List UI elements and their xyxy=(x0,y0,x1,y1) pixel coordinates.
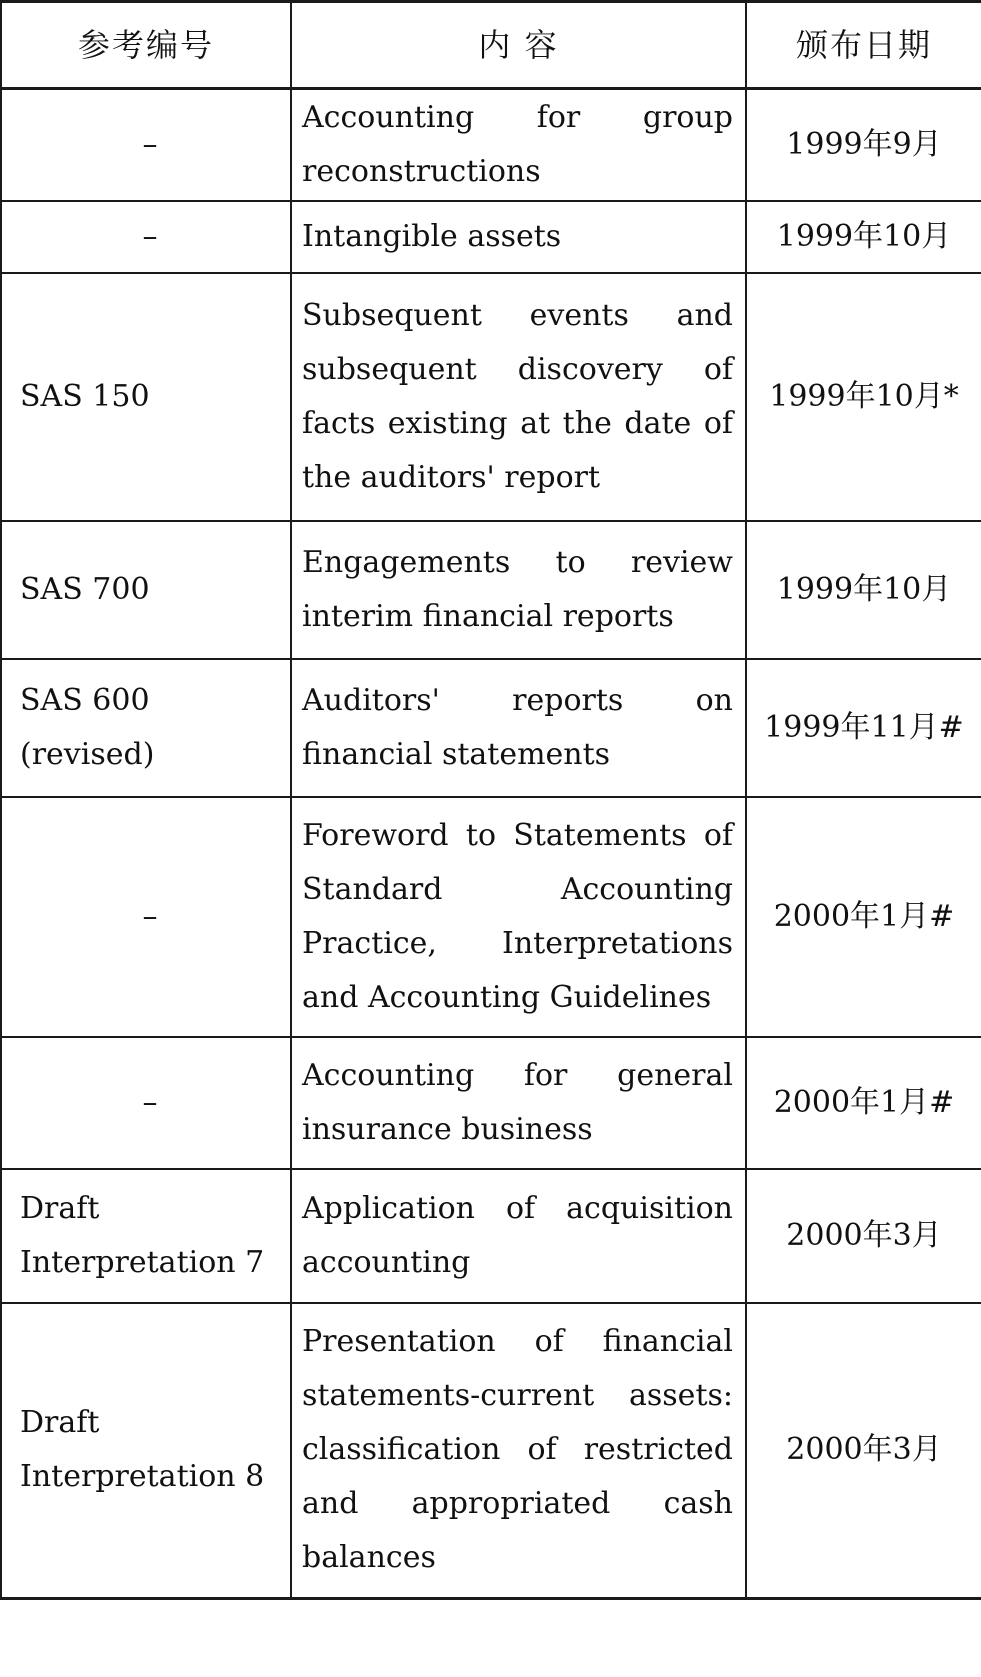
table-row xyxy=(1,659,981,797)
table-row xyxy=(1,201,981,273)
date-cell: 1999年10月* xyxy=(746,273,981,521)
date-cell: 2000年3月 xyxy=(746,1303,981,1599)
date-cell: 1999年10月 xyxy=(746,201,981,273)
date-cell: 1999年11月# xyxy=(746,659,981,797)
ref-cell: – xyxy=(1,1037,291,1169)
ref-cell: SAS 150 xyxy=(1,273,291,521)
ref-cell: Draft Interpretation 8 xyxy=(1,1303,291,1599)
header-date: 颁布日期 xyxy=(746,2,981,89)
date-cell: 2000年1月# xyxy=(746,1037,981,1169)
table-row xyxy=(1,521,981,659)
header-content: 内 容 xyxy=(291,2,746,89)
table-row xyxy=(1,1169,981,1303)
content-cell: Application of acquisition accounting xyxy=(291,1169,746,1303)
date-cell: 2000年3月 xyxy=(746,1169,981,1303)
ref-cell: SAS 700 xyxy=(1,521,291,659)
table-row xyxy=(1,797,981,1037)
date-cell: 2000年1月# xyxy=(746,797,981,1037)
content-cell: Auditors' reports on financial statements xyxy=(291,659,746,797)
table-row xyxy=(1,1303,981,1599)
content-cell: Accounting for group reconstructions xyxy=(291,89,746,201)
content-cell: Subsequent events and subsequent discovery of facts existing at the date of the auditors' report xyxy=(291,273,746,521)
table-row xyxy=(1,273,981,521)
ref-cell: – xyxy=(1,89,291,201)
ref-cell: – xyxy=(1,201,291,273)
content-cell: Intangible assets xyxy=(291,201,746,273)
content-cell: Foreword to Statements of Standard Accounting Practice, Interpretations and Accounting Guidelines xyxy=(291,797,746,1037)
table-row xyxy=(1,89,981,201)
header-row xyxy=(1,2,981,89)
table-row xyxy=(1,1037,981,1169)
content-cell: Engagements to review interim financial reports xyxy=(291,521,746,659)
ref-cell: Draft Interpretation 7 xyxy=(1,1169,291,1303)
date-cell: 1999年9月 xyxy=(746,89,981,201)
date-cell: 1999年10月 xyxy=(746,521,981,659)
content-cell: Accounting for general insurance business xyxy=(291,1037,746,1169)
ref-cell: SAS 600 (revised) xyxy=(1,659,291,797)
header-ref: 参考编号 xyxy=(1,2,291,89)
ref-cell: – xyxy=(1,797,291,1037)
content-cell: Presentation of financial statements-current assets: classification of restricted and appropriated cash balances xyxy=(291,1303,746,1599)
